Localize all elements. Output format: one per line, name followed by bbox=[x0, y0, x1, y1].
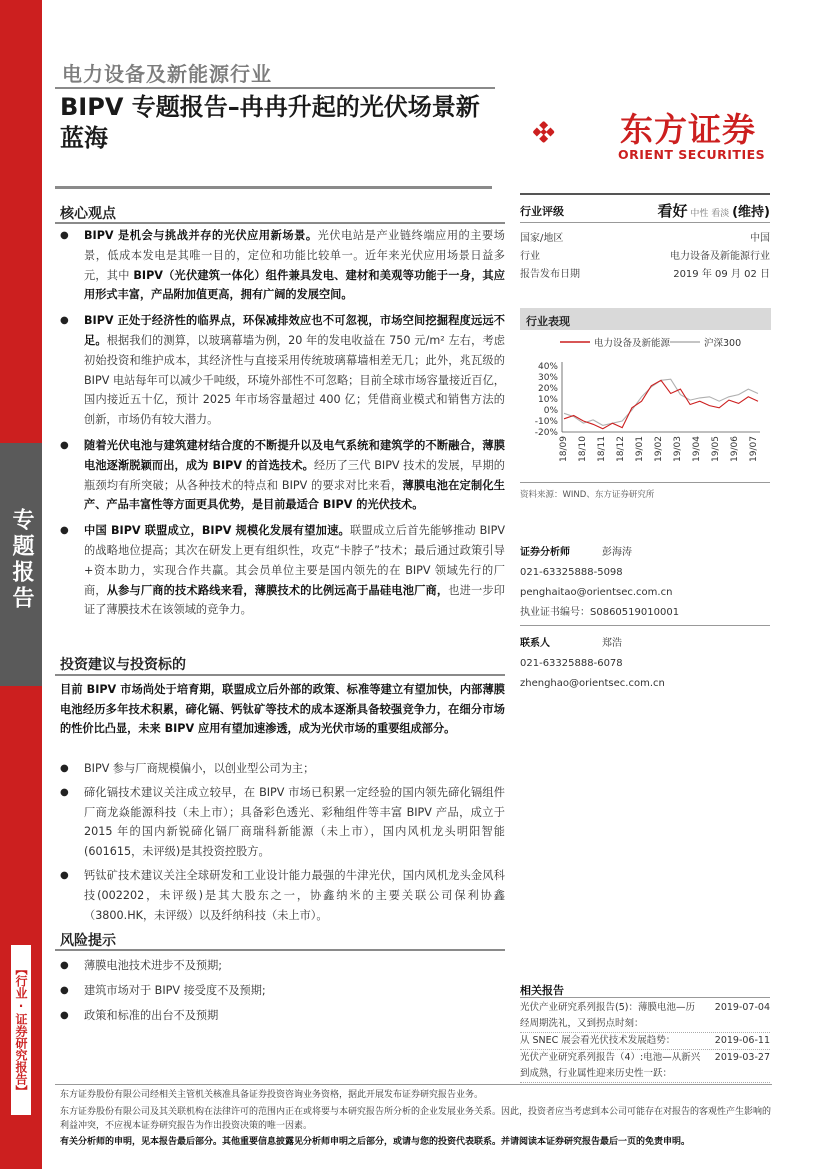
meta-value: 电力设备及新能源行业 bbox=[670, 251, 770, 262]
related-date: 2019-07-04 bbox=[714, 1002, 770, 1013]
list-item: ● 碲化镉技术建议关注成立较早，在 BIPV 市场已积累一定经验的国内领先碲化镉组件厂商龙焱能源科技（未上市）；具备彩色透光、彩釉组件等丰富 BIPV 产品，成立于 2015 年的国内新锐碲化镉厂商瑞科新能源（未上市），国内风机龙头明阳智能(601615，未评级)是其投资控股方。 bbox=[60, 783, 505, 862]
invest-heading: 投资建议与投资标的 bbox=[60, 657, 186, 673]
logo-english: ORIENT SECURITIES bbox=[618, 147, 766, 162]
x-tick-label: 19/01 bbox=[635, 436, 645, 462]
side-red-bar bbox=[0, 0, 42, 443]
contact-label: 联系人 bbox=[520, 638, 550, 649]
x-tick-label: 19/04 bbox=[692, 436, 702, 462]
related-item[interactable] bbox=[520, 1000, 770, 1033]
related-title-cont: 经周期洗礼，又到拐点时刻： bbox=[520, 1018, 644, 1029]
logo-chinese: 东方证券 bbox=[620, 110, 756, 149]
divider bbox=[55, 674, 505, 676]
related-item[interactable] bbox=[520, 1033, 770, 1050]
chart-source: 资料来源：WIND、东方证券研究所 bbox=[520, 490, 655, 500]
contact-name: 郑浩 bbox=[602, 638, 622, 649]
x-tick-label: 19/06 bbox=[730, 436, 740, 462]
rating-status: (维持) bbox=[732, 205, 770, 220]
bullet-text: 也进一步印证了薄膜技术在该领域的竞争力。 bbox=[84, 583, 505, 617]
list-item bbox=[60, 311, 505, 430]
analyst-email[interactable]: penghaitao@orientsec.com.cn bbox=[520, 587, 673, 598]
y-tick-label: 40% bbox=[537, 362, 558, 372]
rating-label: 行业评级 bbox=[520, 204, 564, 218]
related-heading: 相关报告 bbox=[520, 984, 564, 997]
related-title: 光伏产业研究系列报告（4）:电池—从新兴 bbox=[520, 1052, 701, 1063]
bullet-bold: BIPV 是机会与挑战并存的光伏应用新场景。 bbox=[84, 229, 318, 242]
list-item: ● 薄膜电池技术进步不及预期; bbox=[60, 953, 505, 978]
perf-heading: 行业表现 bbox=[520, 308, 771, 330]
bullet-text: 经历了三代 BIPV 技术的发展，早期的瓶颈均有所突破；从各种技术的特点和 BIPV 的要求对比来看， bbox=[84, 458, 505, 492]
list-item: ● 建筑市场对于 BIPV 接受度不及预期; bbox=[60, 978, 505, 1003]
bullet-text: 根据我们的测算，以玻璃幕墙为例，20 年的发电收益在 750 元/m² 左右，考虑初始投资和维护成本，其经济性与直接采用传统玻璃幕墙相差无几；此外，兆瓦级的 BIPV 电站每年可以减少千吨级，环境外部性不可忽略；目前全球市场容量接近百亿，国内接近五十亿，预计 2025 年市场容量超过 400 亿；凭借商业模式和销售方法的创新，市场仍有较大潜力。 bbox=[84, 333, 505, 427]
related-heading-box bbox=[520, 982, 770, 998]
analyst-label: 证券分析师 bbox=[520, 547, 570, 558]
contact-email[interactable]: zhenghao@orientsec.com.cn bbox=[520, 678, 665, 689]
y-tick-label: 30% bbox=[537, 373, 558, 383]
divider bbox=[520, 222, 770, 223]
orient-logo-icon bbox=[533, 100, 613, 164]
rating-opt-neutral: 中性 bbox=[690, 209, 709, 219]
analyst-cert: 执业证书编号：S0860519010001 bbox=[520, 607, 680, 618]
risk-heading: 风险提示 bbox=[60, 933, 116, 949]
bullet-bold: 从参与厂商的技术路线来看，薄膜技术的比例远高于晶硅电池厂商， bbox=[106, 583, 449, 597]
divider bbox=[520, 193, 770, 195]
meta-value: 中国 bbox=[750, 233, 770, 244]
divider bbox=[55, 87, 495, 89]
analyst-name: 彭海涛 bbox=[602, 547, 632, 558]
meta-row bbox=[520, 230, 770, 248]
y-tick-label: 0% bbox=[543, 406, 558, 416]
list-item: ● 政策和标准的出台不及预期 bbox=[60, 1003, 505, 1028]
bullet-bold: 中国 BIPV 联盟成立，BIPV 规模化发展有望加速。 bbox=[84, 524, 350, 538]
page-title: BIPV 专题报告–冉冉升起的光伏场景新蓝海 bbox=[60, 93, 480, 152]
meta-row bbox=[520, 248, 770, 266]
divider bbox=[520, 625, 770, 626]
series-line bbox=[564, 379, 758, 425]
bullet-bold: 薄膜电池在定制化生产、产品丰富性等方面更具优势，是目前最适合 BIPV 的光伏技术。 bbox=[84, 478, 505, 512]
rating-opt-negative: 看淡 bbox=[711, 209, 730, 219]
related-title: 光伏产业研究系列报告(5)：薄膜电池—历 bbox=[520, 1002, 695, 1013]
analyst-phone: 021-63325888-5098 bbox=[520, 567, 623, 578]
x-tick-label: 18/12 bbox=[616, 436, 626, 462]
meta-row bbox=[520, 266, 770, 284]
invest-summary: 目前 BIPV 市场尚处于培育期，联盟成立后外部的政策、标准等建立有望加快，内部薄膜电池经历多年技术积累，碲化镉、钙钛矿等技术的成本逐渐具备较强竞争力，在细分市场的性价比凸显，未来 BIPV 应用有望加速渗透，成为光伏市场的重要组成部分。 bbox=[60, 683, 505, 735]
divider bbox=[520, 482, 770, 483]
risk-bullets bbox=[60, 953, 505, 1028]
series-line bbox=[564, 380, 758, 428]
rating-meta bbox=[520, 230, 770, 284]
bullet-bold: 随着光伏电池与建筑建材结合度的不断提升以及电气系统和建筑学的不断融合，薄膜电池逐渐脱颖而出，成为 BIPV 的首选技术。 bbox=[84, 438, 505, 472]
contact-phone: 021-63325888-6078 bbox=[520, 658, 623, 669]
x-tick-label: 19/02 bbox=[654, 436, 664, 462]
bullet-bold: BIPV 正处于经济性的临界点，环保减排效应也不可忽视，市场空间挖掘程度远远不足。 bbox=[84, 314, 505, 347]
divider bbox=[520, 997, 770, 998]
report-category-label: 【行业·证券研究报告】 bbox=[11, 945, 31, 1115]
legend-label: 电力设备及新能源 bbox=[594, 338, 671, 349]
related-date: 2019-03-27 bbox=[714, 1052, 770, 1063]
x-tick-label: 18/11 bbox=[597, 436, 607, 462]
divider bbox=[55, 949, 505, 951]
footer-disclaimer bbox=[60, 1088, 772, 1149]
list-item: ● 钙钛矿技术建议关注全球研发和工业设计能力最强的牛津光伏，国内风机龙头金风科技(002202，未评级)是其大股东之一，协鑫纳米的主要关联公司保利协鑫（3800.HK，未评级）以及纤纳科技（未上市）。 bbox=[60, 866, 505, 925]
core-bullets bbox=[60, 226, 505, 620]
related-title-cont: 到成熟，行业属性迎来历史性一跃： bbox=[520, 1068, 673, 1079]
footer-line: 东方证券股份有限公司及其关联机构在法律许可的范围内正在或将要与本研究报告所分析的企业发展业务关系。因此，投资者应当考虑到本公司可能存在对报告的客观性产生影响的利益冲突，不应视本证券研究报告为作出投资决策的唯一因素。 bbox=[60, 1107, 772, 1131]
related-date: 2019-06-11 bbox=[714, 1035, 770, 1046]
analyst-box bbox=[520, 543, 770, 623]
y-tick-label: 20% bbox=[537, 384, 558, 394]
rating-value: 看好 bbox=[657, 202, 688, 220]
meta-key: 行业 bbox=[520, 251, 540, 262]
industry-heading: 电力设备及新能源行业 bbox=[62, 62, 272, 86]
bullet-text: 联盟成立后首先能够推动 BIPV 的战略地位提高；其次在研发上更有组织性，攻克“卡脖子”技术；最后通过政策引导+资本助力，实现合作共赢。其会员单位主要是国内领先的在 BIPV 领域先行的厂商， bbox=[84, 524, 506, 597]
x-tick-label: 18/09 bbox=[559, 436, 569, 462]
y-tick-label: -10% bbox=[534, 417, 558, 427]
y-tick-label: -20% bbox=[534, 428, 558, 438]
meta-key: 国家/地区 bbox=[520, 233, 564, 244]
footer-line: 有关分析师的申明，见本报告最后部分。其他重要信息披露见分析师申明之后部分，或请与您的投资代表联系。并请阅读本证券研究报告最后一页的免责申明。 bbox=[60, 1137, 691, 1147]
legend-label: 沪深300 bbox=[704, 338, 742, 349]
list-item: ● BIPV 参与厂商规模偏小，以创业型公司为主； bbox=[60, 759, 505, 779]
list-item bbox=[60, 521, 505, 620]
y-tick-label: 10% bbox=[537, 395, 558, 405]
core-heading: 核心观点 bbox=[60, 206, 116, 222]
x-tick-label: 19/07 bbox=[749, 436, 759, 462]
x-tick-label: 19/03 bbox=[673, 436, 683, 462]
x-tick-label: 19/05 bbox=[711, 436, 721, 462]
list-item bbox=[60, 436, 505, 515]
divider bbox=[55, 1084, 772, 1085]
contact-box bbox=[520, 634, 770, 694]
meta-key: 报告发布日期 bbox=[520, 269, 580, 280]
related-item[interactable] bbox=[520, 1050, 770, 1083]
meta-value: 2019 年 09 月 02 日 bbox=[673, 269, 770, 280]
industry-performance-chart bbox=[520, 332, 771, 482]
divider bbox=[55, 186, 492, 189]
report-type-label: 专题报告 bbox=[9, 508, 34, 612]
bullet-text: 光伏电站是产业链终端应用的主要场景，低成本发电是其唯一目的，定位和功能比较单一。近年来光伏应用场景日益多元，其中 bbox=[84, 229, 505, 282]
invest-bullets bbox=[60, 759, 505, 925]
related-title: 从 SNEC 展会看光伏技术发展趋势： bbox=[520, 1035, 676, 1046]
list-item bbox=[60, 226, 505, 305]
divider bbox=[55, 222, 505, 224]
x-tick-label: 18/10 bbox=[578, 436, 588, 462]
related-list bbox=[520, 1000, 770, 1083]
rating-box bbox=[520, 200, 770, 221]
bullet-bold: BIPV（光伏建筑一体化）组件兼具发电、建材和美观等功能于一身，其应用形式丰富，产品附加值更高，拥有广阔的发展空间。 bbox=[84, 268, 505, 302]
footer-line: 东方证券股份有限公司经相关主管机关核准具备证券投资咨询业务资格，据此开展发布证券研究报告业务。 bbox=[60, 1090, 484, 1100]
